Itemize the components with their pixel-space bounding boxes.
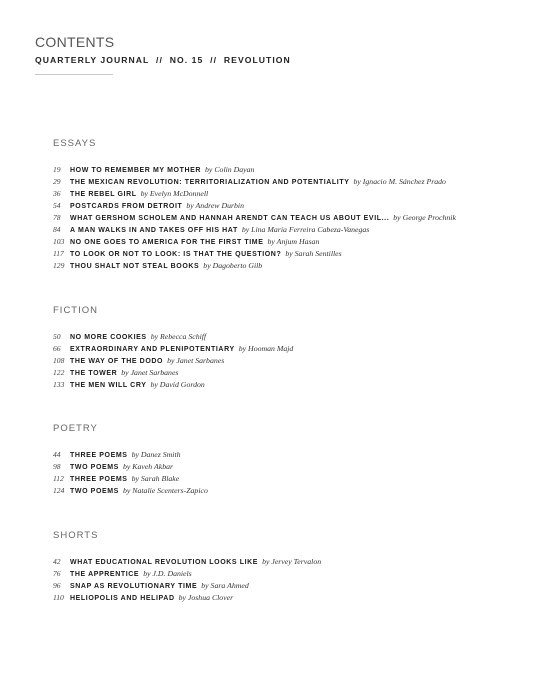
entry-author: by Janet Sarbanes	[167, 356, 225, 365]
toc-entry[interactable]	[53, 556, 523, 568]
section-essays	[53, 138, 523, 272]
entry-author: by Jervey Tervalon	[262, 557, 322, 566]
entry-title: HELIOPOLIS AND HELIPAD	[70, 595, 175, 602]
toc-entry[interactable]	[53, 473, 523, 485]
page-number: 78	[53, 213, 61, 222]
toc-entry[interactable]	[53, 568, 523, 580]
entry-author: by Lina María Ferreira Cabeza-Vanegas	[241, 225, 370, 234]
entry-title: THE MEXICAN REVOLUTION: TERRITORIALIZATION AND POTENTIALITY	[70, 179, 350, 186]
entry-title: THE MEN WILL CRY	[70, 382, 147, 389]
toc-entry[interactable]	[53, 379, 523, 391]
toc-entry[interactable]	[53, 212, 523, 224]
entry-title: HOW TO REMEMBER MY MOTHER	[70, 167, 202, 174]
entry-author: by Sarah Sentilles	[285, 249, 342, 258]
toc-entry[interactable]	[53, 224, 523, 236]
entry-author: by Danez Smith	[131, 450, 181, 459]
toc-entry[interactable]	[53, 164, 523, 176]
toc-entry[interactable]	[53, 200, 523, 212]
toc-entry[interactable]	[53, 176, 523, 188]
toc-entry[interactable]	[53, 188, 523, 200]
entry-author: by Joshua Clover	[178, 593, 234, 602]
entry-title: NO ONE GOES TO AMERICA FOR THE FIRST TIME	[70, 239, 264, 246]
page-number: 108	[53, 356, 65, 365]
entry-author: by Evelyn McDonnell	[140, 189, 209, 198]
entry-title: SNAP AS REVOLUTIONARY TIME	[70, 583, 198, 590]
entry-title: TWO POEMS	[70, 464, 119, 471]
page-number: 29	[53, 177, 61, 186]
entry-author: by Sarah Blake	[131, 474, 180, 483]
entry-author: by Dagoberto Gilb	[203, 261, 263, 270]
page-title: CONTENTS	[35, 34, 115, 50]
entry-title: WHAT EDUCATIONAL REVOLUTION LOOKS LIKE	[70, 559, 259, 566]
toc-entry[interactable]	[53, 331, 523, 343]
page-number: 44	[53, 450, 61, 459]
toc-entry[interactable]	[53, 248, 523, 260]
section-title: SHORTS	[53, 530, 99, 541]
header-divider	[35, 74, 113, 75]
entry-title: THREE POEMS	[70, 476, 128, 483]
toc-entry[interactable]	[53, 592, 523, 604]
entry-author: by Andrew Durbin	[186, 201, 244, 210]
entry-title: THE WAY OF THE DODO	[70, 358, 164, 365]
entry-title: A MAN WALKS IN AND TAKES OFF HIS HAT	[70, 227, 238, 234]
page-number: 112	[53, 474, 64, 483]
entry-author: by Rebecca Schiff	[150, 332, 207, 341]
toc-entry[interactable]	[53, 485, 523, 497]
page-number: 117	[53, 249, 64, 258]
page-number: 42	[53, 557, 61, 566]
entry-author: by Ignacio M. Sánchez Prado	[353, 177, 446, 186]
entry-title: POSTCARDS FROM DETROIT	[70, 203, 183, 210]
entry-title: THREE POEMS	[70, 452, 128, 459]
section-title: POETRY	[53, 423, 98, 434]
page-number: 36	[53, 189, 61, 198]
toc-entry[interactable]	[53, 343, 523, 355]
toc-entry[interactable]	[53, 260, 523, 272]
page-number: 50	[53, 332, 61, 341]
page-number: 19	[53, 165, 61, 174]
page-number: 66	[53, 344, 61, 353]
toc-entry[interactable]	[53, 236, 523, 248]
entry-author: by Kaveh Akbar	[122, 462, 174, 471]
entry-title: THE APPRENTICE	[70, 571, 140, 578]
page-number: 84	[53, 225, 61, 234]
section-shorts	[53, 530, 523, 604]
entry-title: NO MORE COOKIES	[70, 334, 147, 341]
entry-author: by David Gordon	[150, 380, 205, 389]
entry-author: by J.D. Daniels	[143, 569, 192, 578]
page-number: 124	[53, 486, 65, 495]
page-number: 76	[53, 569, 61, 578]
toc-entry[interactable]	[53, 367, 523, 379]
entry-author: by Natalie Scenters-Zapico	[122, 486, 208, 495]
entry-author: by Colin Dayan	[205, 165, 255, 174]
page-number: 122	[53, 368, 65, 377]
page-number: 133	[53, 380, 65, 389]
page-number: 129	[53, 261, 65, 270]
page-number: 103	[53, 237, 65, 246]
section-title: FICTION	[53, 305, 98, 316]
toc-entry[interactable]	[53, 580, 523, 592]
page-number: 96	[53, 581, 61, 590]
page-number: 98	[53, 462, 61, 471]
journal-subtitle: QUARTERLY JOURNAL // NO. 15 // REVOLUTION	[35, 55, 291, 65]
toc-entry[interactable]	[53, 449, 523, 461]
entry-title: THOU SHALT NOT STEAL BOOKS	[70, 263, 200, 270]
entry-title: THE TOWER	[70, 370, 118, 377]
entry-title: WHAT GERSHOM SCHOLEM AND HANNAH ARENDT CAN TEACH US ABOUT EVIL...	[70, 215, 390, 222]
entry-title: EXTRAORDINARY AND PLENIPOTENTIARY	[70, 346, 235, 353]
entry-author: by Sara Ahmed	[201, 581, 249, 590]
entry-author: by Anjum Hasan	[267, 237, 320, 246]
toc-entry[interactable]	[53, 461, 523, 473]
entry-title: TO LOOK OR NOT TO LOOK: IS THAT THE QUESTION?	[70, 251, 282, 258]
entry-title: THE REBEL GIRL	[70, 191, 137, 198]
section-title: ESSAYS	[53, 138, 97, 149]
page-number: 110	[53, 593, 64, 602]
page-number: 54	[53, 201, 61, 210]
entry-title: TWO POEMS	[70, 488, 119, 495]
page-header	[35, 34, 291, 75]
section-poetry	[53, 423, 523, 497]
section-fiction	[53, 305, 523, 391]
entry-author: by Hooman Majd	[238, 344, 294, 353]
entry-author: by George Prochnik	[393, 213, 456, 222]
toc-entry[interactable]	[53, 355, 523, 367]
entry-author: by Janet Sarbanes	[121, 368, 179, 377]
